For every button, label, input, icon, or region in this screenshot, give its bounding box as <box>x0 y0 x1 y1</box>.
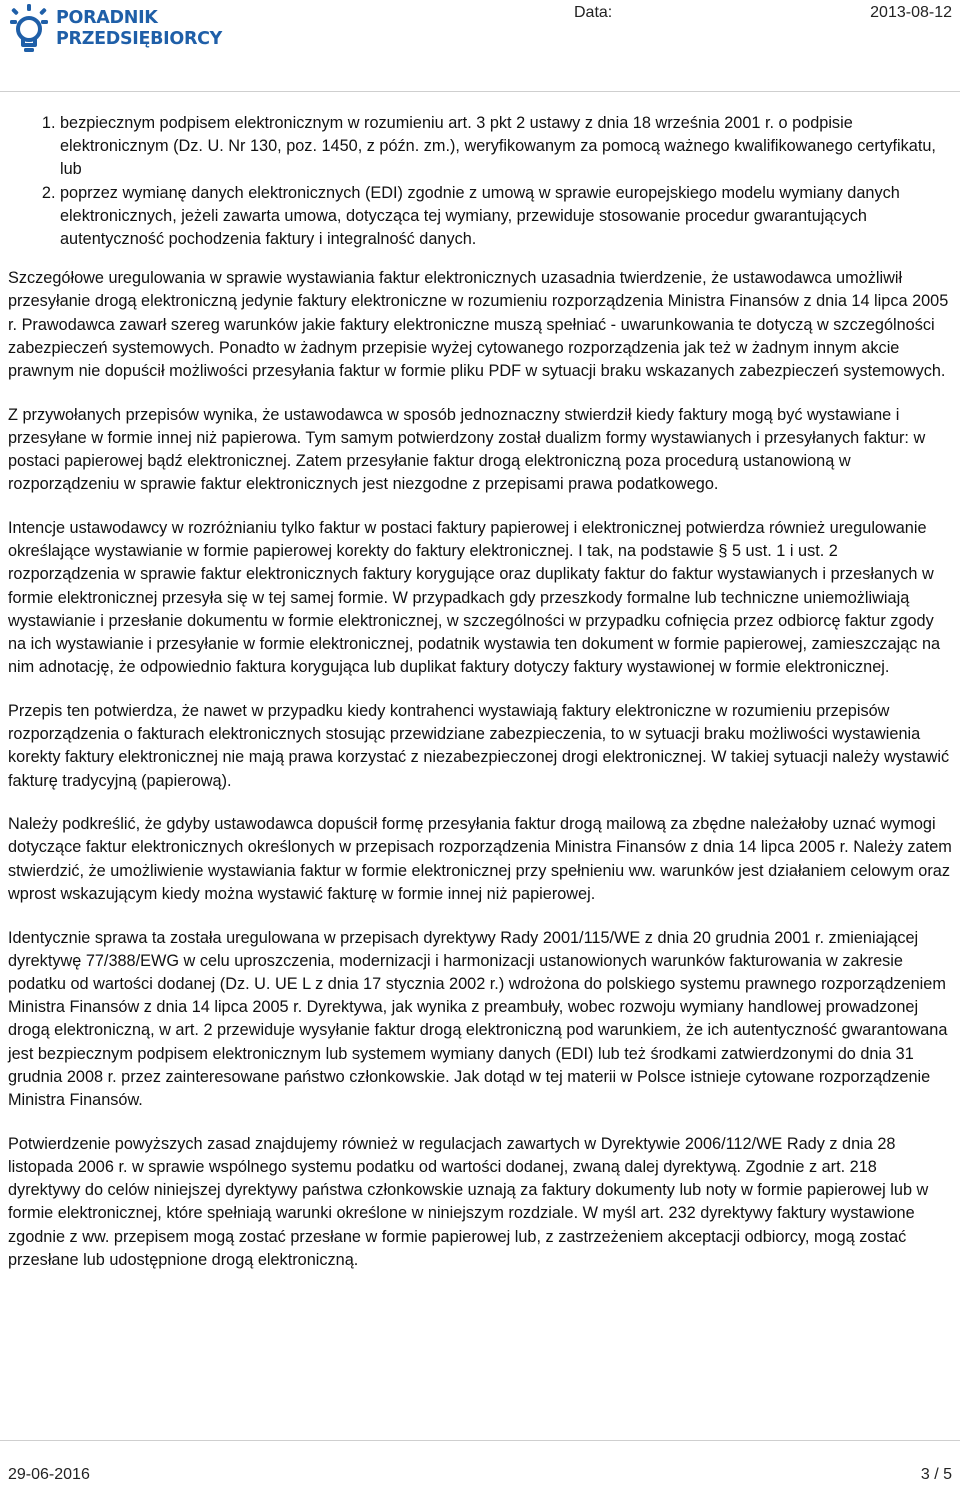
logo-line-1: PORADNIK <box>56 8 158 28</box>
footer-date: 29-06-2016 <box>8 1466 90 1483</box>
date-label: Data: <box>574 4 613 21</box>
document-body <box>8 112 953 1272</box>
footer-divider <box>0 1440 960 1441</box>
page-number: 3 / 5 <box>920 1466 952 1483</box>
site-logo[interactable] <box>8 4 238 56</box>
logo-line-2: PRZEDSIĘBIORCY <box>56 29 223 49</box>
list-item: 1. bezpiecznym podpisem elektronicznym w rozumieniu art. 3 pkt 2 ustawy z dnia 18 września 2001 r. o podpisie elektronicznym (Dz. U. Nr 130, poz. 1450, z późn. zm.), weryfikowanym za pomocą ważnego kwalifikowanego certyfikatu, lub <box>60 112 953 182</box>
paragraph: Identycznie sprawa ta została uregulowana w przepisach dyrektywy Rady 2001/115/WE z dnia 20 grudnia 2001 r. zmieniającej dyrektywę 77/388/EWG w celu uproszczenia, modernizacji i harmonizacji ustanowionych warunków fakturowania w zakresie podatku od wartości dodanej (Dz. U. UE L z dnia 17 stycznia 2002 r.) wdrożona do polskiego systemu prawnego rozporządzeniem Ministra Finansów z dnia 14 lipca 2005 r. Dyrektywa, jak wynika z preambuły, wobec rozwoju wymiany handlowej prowadzonej drogą elektroniczną, w art. 2 przewiduje wysyłanie faktur drogą elektroniczną pod warunkiem, że ich autentyczność gwarantowana jest bezpiecznym podpisem elektronicznym lub systemem wymiany danych (EDI) lub też środkami zatwierdzonymi do dnia 31 grudnia 2008 r. przez zainteresowane państwo członkowskie. Jak dotąd w tej materii w Polsce istnieje cytowane rozporządzenie Ministra Finansów. <box>8 928 948 1110</box>
date-value: 2013-08-12 <box>870 4 952 21</box>
paragraph: Szczegółowe uregulowania w sprawie wystawiania faktur elektronicznych uzasadnia twierdzenie, że ustawodawca umożliwił przesyłanie drogą elektroniczną jedynie faktury elektroniczne w rozumieniu rozporządzenia Ministra Finansów z dnia 14 lipca 2005 r. Prawodawca zawarł szereg warunków jakie faktury elektroniczne muszą spełniać - uwarunkowania te dotyczą w szczególności zabezpieczeń systemowych. Ponadto w żadnym przepisie wyżej cytowanego rozporządzenia jak też w żadnym innym akcie prawnym nie dopuścił możliwości przesyłania faktur w formie pliku PDF w sytuacji braku wskazanych zabezpieczeń systemowych. <box>8 269 949 381</box>
logo-wordmark <box>56 8 222 50</box>
lightbulb-icon <box>8 4 52 56</box>
paragraph: Potwierdzenie powyższych zasad znajdujemy również w regulacjach zawartych w Dyrektywie 2006/112/WE Rady z dnia 28 listopada 2006 r. w sprawie wspólnego systemu podatku od wartości dodanej, zwaną dalej dyrektywą. Zgodnie z art. 218 dyrektywy do celów niniejszej dyrektywy państwa członkowskie uznają za faktury dokumenty lub noty w formie papierowej lub w formie elektronicznej, które spełniają warunki określone w niniejszym rozdziale. W myśl art. 232 dyrektywy faktury wystawione zgodnie z ww. przepisem mogą zostać przesłane w formie papierowej lub, z zastrzeżeniem akceptacji odbiorcy, mogą zostać przesłane lub udostępnione drogą elektroniczną. <box>8 1134 929 1269</box>
page-header <box>0 0 960 72</box>
paragraph: Przepis ten potwierdza, że nawet w przypadku kiedy kontrahenci wystawiają faktury elektroniczne w rozumieniu przepisów rozporządzenia o fakturach elektronicznych stosując przewidziane zabezpieczenia, to w sytuacji braku możliwości wystawienia korekty faktury elektronicznej nie mają prawa korzystać z niezabezpieczonej drogi elektronicznej. W takiej sytuacji należy wystawić fakturę tradycyjną (papierową). <box>8 701 950 790</box>
paragraph: Należy podkreślić, że gdyby ustawodawca dopuścił formę przesyłania faktur drogą mailową za zbędne należałoby uznać wymogi dotyczące faktur elektronicznych określonych w przepisach rozporządzenia Ministra Finansów z dnia 14 lipca 2005 r. Należy zatem stwierdzić, że umożliwienie wystawiania faktur w formie elektronicznej przy spełnieniu ww. warunków jest działaniem celowym oraz wprost wskazującym kiedy można wystawić fakturę w formie innej niż papierowej. <box>8 815 952 903</box>
paragraph: Z przywołanych przepisów wynika, że ustawodawca w sposób jednoznaczny stwierdził kiedy faktury mogą być wystawiane i przesyłane w formie innej niż papierowa. Tym samym potwierdzony został dualizm formy wystawianych i przesyłanych faktur: w postaci papierowej bądź elektronicznej. Zatem przesyłanie faktur drogą elektroniczną poza procedurą ustanowioną w rozporządzeniu w sprawie faktur elektronicznych jest niezgodne z przepisami prawa podatkowego. <box>8 405 926 494</box>
list-item: 2. poprzez wymianę danych elektronicznych (EDI) zgodnie z umową w sprawie europejskiego modelu wymiany danych elektronicznych, jeżeli zawarta umowa, dotycząca tej wymiany, przewiduje stosowanie procedur gwarantujących autentyczność pochodzenia faktury i integralność danych. <box>60 182 953 252</box>
conditions-list <box>8 112 953 251</box>
header-divider <box>0 91 960 92</box>
paragraph: Intencje ustawodawcy w rozróżnianiu tylko faktur w postaci faktury papierowej i elektronicznej potwierdza również uregulowanie określające wystawianie w formie papierowej korekty do faktury elektronicznej. I tak, na podstawie § 5 ust. 1 i ust. 2 rozporządzenia w sprawie faktur elektronicznych faktury korygujące oraz duplikaty faktur do faktur wystawianych i przesłanych w formie elektronicznej przesyła się w tej samej formie. W przypadkach gdy przeszkody formalne lub techniczne uniemożliwiają wystawianie i przesłanie dokumentu w formie elektronicznej, w szczególności w przypadku cofnięcia przez odbiorcę faktur zgody na ich wystawianie i przesyłanie w formie elektronicznej, podatnik wystawia ten dokument w formie papierowej, zamieszczając na nim adnotację, że odpowiednio faktura korygująca lub duplikat faktury dotyczy faktury wystawionej w formie elektronicznej. <box>8 519 941 677</box>
